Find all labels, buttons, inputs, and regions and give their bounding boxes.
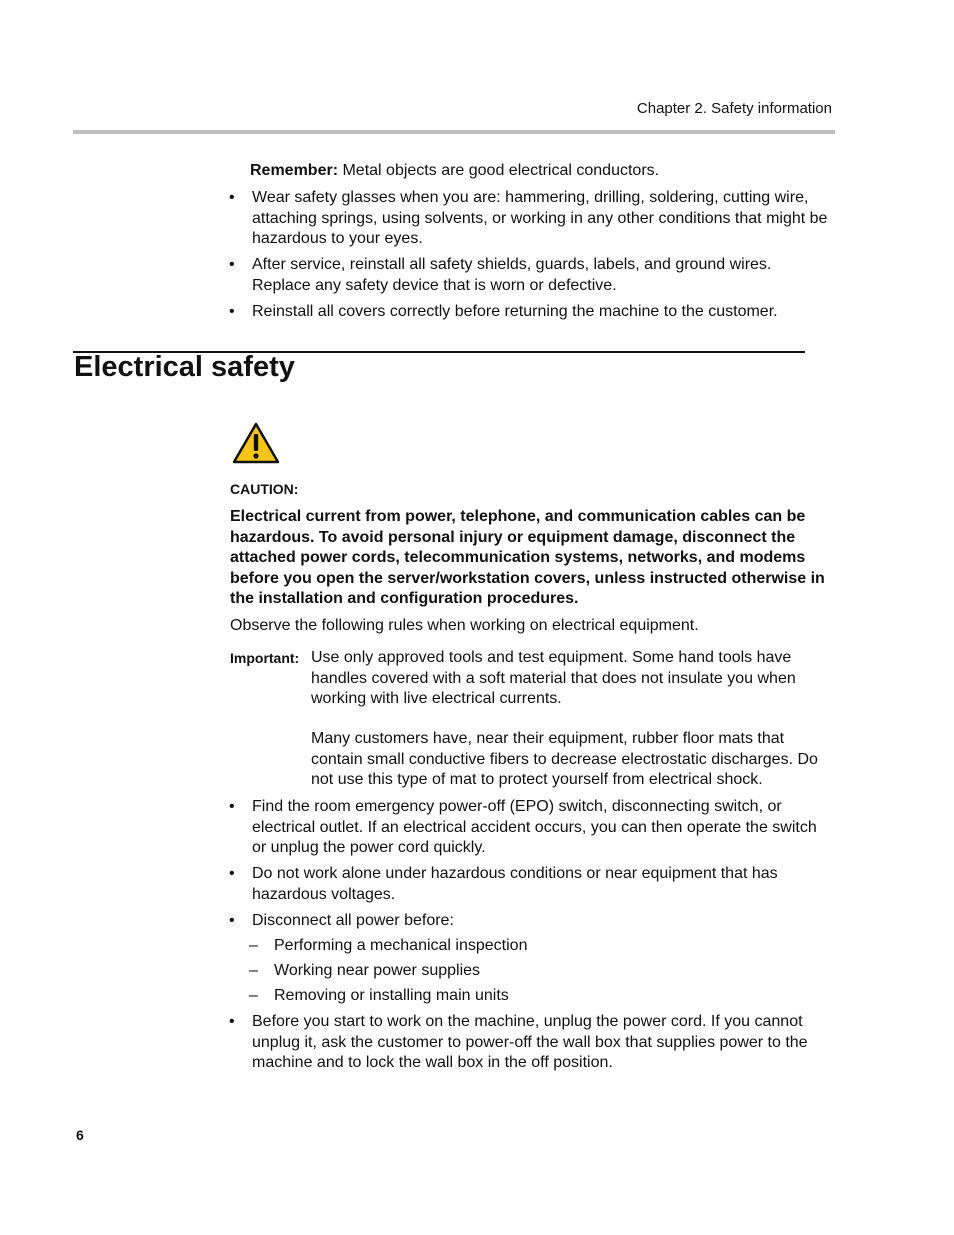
bullet-marker: • bbox=[229, 303, 235, 320]
list-item-text: After service, reinstall all safety shields, guards, labels, and ground wires. Replace any safety device that is worn or defective. bbox=[252, 256, 772, 294]
caution-text: Electrical current from power, telephone, and communication cables can be hazardous. To avoid personal injury or equipment damage, disconnect the attached power cords, telecommunication systems, networks, and modems before you open the server/workstation covers, unless instructed otherwise in the installation and configuration procedures. bbox=[230, 508, 825, 607]
dash-marker: – bbox=[249, 937, 258, 954]
list-item-text: Do not work alone under hazardous conditions or near equipment that has hazardous voltages. bbox=[252, 865, 778, 903]
bullet-marker: • bbox=[229, 798, 235, 815]
remember-label: Remember: bbox=[250, 162, 339, 179]
sub-list-item-text: Working near power supplies bbox=[274, 962, 481, 979]
page-number: 6 bbox=[76, 1127, 84, 1143]
bullet-marker: • bbox=[229, 1013, 235, 1030]
remember-note bbox=[250, 162, 659, 180]
list-item-text: Reinstall all covers correctly before returning the machine to the customer. bbox=[252, 303, 778, 320]
bullet-marker: • bbox=[229, 912, 235, 929]
warning-triangle-icon bbox=[232, 421, 280, 464]
bullet-marker: • bbox=[229, 865, 235, 882]
dash-marker: – bbox=[249, 987, 258, 1004]
running-header: Chapter 2. Safety information bbox=[636, 100, 832, 117]
important-paragraph: Many customers have, near their equipment, rubber floor mats that contain small conductive fibers to decrease electrostatic discharges. Do not use this type of mat to protect yourself from electrical shock. bbox=[311, 730, 818, 788]
list-item-text: Find the room emergency power-off (EPO) switch, disconnecting switch, or electrical outlet. If an electrical accident occurs, you can then operate the switch or unplug the power cord quickly. bbox=[252, 798, 817, 856]
remember-text: Metal objects are good electrical conductors. bbox=[338, 162, 660, 179]
list-item-text: Before you start to work on the machine, unplug the power cord. If you cannot unplug it, ask the customer to power-off the wall box that supplies power to the machine and to lock the wall box in the off position. bbox=[252, 1013, 808, 1071]
list-item-text: Disconnect all power before: bbox=[252, 912, 454, 929]
header-divider bbox=[73, 130, 835, 134]
bullet-marker: • bbox=[229, 189, 235, 206]
bullet-marker: • bbox=[229, 256, 235, 273]
caution-label: CAUTION: bbox=[230, 481, 299, 497]
important-paragraph: Use only approved tools and test equipment. Some hand tools have handles covered with a soft material that does not insulate you when working with live electrical currents. bbox=[311, 649, 796, 707]
important-label: Important: bbox=[230, 650, 300, 666]
sub-list-item-text: Removing or installing main units bbox=[274, 987, 509, 1004]
section-title: Electrical safety bbox=[74, 351, 295, 383]
dash-marker: – bbox=[249, 962, 258, 979]
sub-list-item-text: Performing a mechanical inspection bbox=[274, 937, 528, 954]
observe-text: Observe the following rules when working on electrical equipment. bbox=[230, 617, 699, 634]
list-item-text: Wear safety glasses when you are: hammering, drilling, soldering, cutting wire, attaching springs, using solvents, or working in any other conditions that might be hazardous to your eyes. bbox=[252, 189, 828, 247]
